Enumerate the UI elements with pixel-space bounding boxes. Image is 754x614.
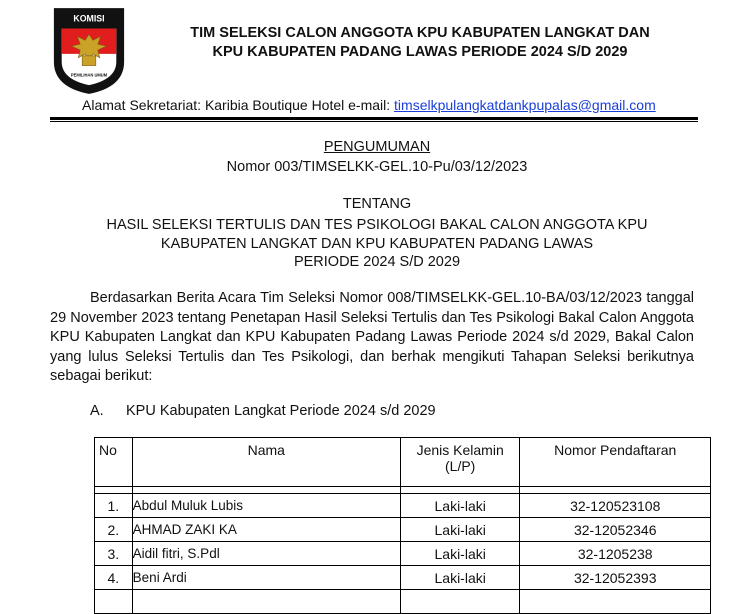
section-a-label: A.: [90, 403, 104, 419]
row-nomor-pendaftaran: 32-12052346: [520, 518, 711, 542]
row-no: 4.: [95, 566, 133, 590]
table-row: [95, 566, 711, 590]
row-jenis-kelamin: Laki-laki: [400, 566, 520, 590]
row-nomor-pendaftaran: 32-1205238: [520, 542, 711, 566]
address-text: Alamat Sekretariat: Karibia Boutique Hotel e-mail:: [82, 97, 395, 113]
letterhead-rule-thin: [50, 121, 698, 122]
header-jk-line1: Jenis Kelamin: [416, 442, 504, 458]
logo-top-text: KOMISI: [73, 13, 105, 24]
row-no: 1.: [95, 494, 133, 518]
header-nama: Nama: [132, 438, 400, 487]
table-row: [95, 494, 711, 518]
email-link[interactable]: timselkpulangkatdankpupalas@gmail.com: [394, 97, 656, 113]
row-jenis-kelamin: Laki-laki: [400, 518, 520, 542]
header-jk-line2: (L/P): [445, 458, 476, 474]
row-nomor-pendaftaran: [520, 590, 711, 614]
header-nomor-pendaftaran: Nomor Pendaftaran: [520, 438, 711, 487]
row-no: [95, 590, 133, 614]
row-nama: AHMAD ZAKI KA: [132, 518, 400, 542]
subject-line3: PERIODE 2024 S/D 2029: [293, 254, 461, 270]
logo-bottom-text: PEMILIHAN UMUM: [70, 72, 108, 78]
table-row: [95, 590, 711, 614]
announcement-body: Berdasarkan Berita Acara Tim Seleksi Nomor 008/TIMSELKK-GEL.10-BA/03/12/2023 tanggal 29 November 2023 tentang Penetapan Hasil Seleksi Tertulis dan Tes Psikologi Bakal Calon Anggota KPU Kabupaten Langkat dan KPU Kabupaten Padang Lawas Periode 2024 s/d 2029, Bakal Calon yang lulus Seleksi Tertulis dan Tes Psikologi, dan berhak mengikuti Tahapan Seleksi berikutnya sebagai berikut:: [50, 290, 694, 384]
row-nama: [132, 590, 400, 614]
letterhead-rule-thick: [50, 117, 698, 120]
section-a-title: KPU Kabupaten Langkat Periode 2024 s/d 2029: [126, 403, 436, 419]
announcement-heading: PENGUMUMAN: [323, 139, 431, 155]
row-nama: Aidil fitri, S.Pdl: [132, 542, 400, 566]
row-jenis-kelamin: Laki-laki: [400, 494, 520, 518]
subject-line1: HASIL SELEKSI TERTULIS DAN TES PSIKOLOGI BAKAL CALON ANGGOTA KPU: [106, 217, 648, 233]
section-a-heading: [90, 403, 436, 419]
subject-line2: KABUPATEN LANGKAT DAN KPU KABUPATEN PADANG LAWAS: [160, 235, 594, 252]
letterhead-line2: KPU KABUPATEN PADANG LAWAS PERIODE 2024 S/D 2029: [212, 44, 628, 60]
row-no: 2.: [95, 518, 133, 542]
announcement-tentang: TENTANG: [342, 196, 412, 212]
table-row: [95, 518, 711, 542]
table-row: [95, 542, 711, 566]
secretariat-address: [82, 97, 656, 113]
row-nama: Beni Ardi: [132, 566, 400, 590]
announcement-number: Nomor 003/TIMSELKK-GEL.10-Pu/03/12/2023: [226, 159, 528, 175]
row-nomor-pendaftaran: 32-12052393: [520, 566, 711, 590]
table-spacer-row: [95, 487, 711, 494]
row-nomor-pendaftaran: 32-120523108: [520, 494, 711, 518]
letterhead-line1: TIM SELEKSI CALON ANGGOTA KPU KABUPATEN LANGKAT DAN: [190, 25, 650, 41]
row-jenis-kelamin: Laki-laki: [400, 542, 520, 566]
kpu-logo: [50, 5, 128, 95]
header-no: No: [95, 438, 133, 487]
candidate-table: [94, 437, 711, 614]
row-nama: Abdul Muluk Lubis: [132, 494, 400, 518]
header-jenis-kelamin: [400, 438, 520, 487]
row-jenis-kelamin: [400, 590, 520, 614]
letterhead-title: [140, 24, 700, 62]
row-no: 3.: [95, 542, 133, 566]
table-header-row: [95, 438, 711, 487]
announcement-subject: [0, 216, 754, 272]
